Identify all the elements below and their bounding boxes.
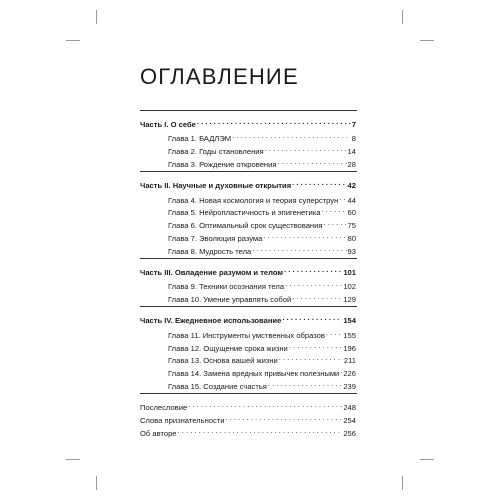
toc-entry-title: Глава 11. Инструменты умственных образов — [168, 330, 325, 340]
toc-part-entry[interactable] — [140, 312, 356, 326]
toc-chapter-entry[interactable] — [168, 130, 356, 144]
crop-mark — [402, 10, 403, 24]
toc-chapter-entry[interactable] — [168, 192, 356, 203]
toc-page-number: 60 — [347, 208, 356, 218]
toc-chapter-entry[interactable] — [168, 204, 356, 218]
toc-page-number: 102 — [343, 282, 356, 292]
toc-entry[interactable] — [140, 412, 356, 423]
toc-page-number: 101 — [343, 268, 356, 277]
toc-page-number: 196 — [343, 343, 356, 353]
dot-leader — [268, 378, 342, 389]
dot-leader — [285, 278, 342, 289]
toc-page-number: 211 — [343, 356, 356, 366]
toc-chapter-entry[interactable] — [168, 230, 356, 244]
dot-leader — [226, 412, 343, 423]
crop-mark — [66, 459, 80, 460]
dot-leader — [326, 327, 342, 338]
toc-entry-title: Послесловие — [140, 403, 188, 413]
dot-leader — [282, 312, 342, 323]
toc-page-number: 254 — [343, 416, 356, 425]
toc-entry-title: Глава 2. Годы становления — [168, 147, 264, 157]
toc-entry-title: Глава 7. Эволюция разума — [168, 234, 263, 244]
toc-entry-title: Глава 3. Рождение откровения — [168, 160, 277, 170]
crop-mark — [96, 10, 97, 24]
toc-chapter-entry[interactable] — [168, 352, 356, 366]
crop-mark — [402, 476, 403, 490]
crop-mark — [420, 459, 434, 460]
dot-leader — [292, 291, 342, 302]
toc-page-number: 28 — [347, 160, 356, 170]
toc-page-number: 129 — [343, 295, 356, 305]
dot-leader — [252, 243, 346, 254]
toc-entry-title: Часть I. О себе — [140, 120, 196, 129]
toc-page-number: 248 — [343, 403, 356, 413]
toc-entry-title: Глава 9. Техники осознания тела — [168, 282, 285, 292]
toc-page-number: 7 — [351, 120, 356, 129]
dot-leader — [263, 230, 346, 241]
toc-chapter-entry[interactable] — [168, 156, 356, 170]
toc-entry-title: Глава 5. Нейропластичность и эпигенетика — [168, 208, 321, 218]
toc-entry-title: Слова признательности — [140, 416, 225, 425]
toc-entry-title: Глава 12. Ощущение срока жизни — [168, 343, 288, 353]
toc-entry-title: Часть IV. Ежедневное использование — [140, 316, 282, 326]
toc-entry-title: Глава 15. Создание счастья — [168, 382, 267, 392]
section-divider — [140, 110, 357, 111]
dot-leader — [340, 365, 342, 376]
dot-leader — [289, 340, 343, 351]
toc-entry-title: Глава 8. Мудрость тела — [168, 247, 252, 257]
crop-mark — [96, 476, 97, 490]
toc-page-number: 239 — [343, 382, 356, 392]
toc-page-number: 75 — [347, 221, 356, 231]
section-divider — [140, 393, 357, 394]
toc-chapter-entry[interactable] — [168, 143, 356, 157]
toc-page-number: 14 — [347, 147, 356, 157]
toc-chapter-entry[interactable] — [168, 378, 356, 392]
dot-leader — [232, 130, 351, 141]
toc-chapter-entry[interactable] — [168, 365, 356, 379]
toc-page-number: 93 — [347, 247, 356, 257]
toc-chapter-entry[interactable] — [168, 340, 356, 351]
toc-chapter-entry[interactable] — [168, 278, 356, 292]
toc-entry-title: Часть II. Научные и духовные открытия — [140, 181, 292, 191]
dot-leader — [178, 425, 343, 436]
toc-chapter-entry[interactable] — [168, 243, 356, 257]
dot-leader — [277, 156, 346, 167]
section-divider — [140, 306, 357, 307]
section-divider — [140, 258, 357, 259]
toc-entry-title: Глава 4. Новая космология и теория суперструн — [168, 195, 339, 205]
dot-leader — [321, 204, 346, 215]
toc-entry-title: Глава 14. Замена вредных привычек полезными — [168, 369, 340, 379]
toc-chapter-entry[interactable] — [168, 291, 356, 305]
toc-page-number: 226 — [343, 369, 356, 379]
page-title: ОГЛАВЛЕНИЕ — [140, 64, 299, 89]
crop-mark — [66, 40, 80, 41]
toc-page-number: 154 — [343, 316, 356, 326]
toc-page-number: 80 — [347, 234, 356, 244]
toc-page-number: 42 — [347, 181, 356, 191]
dot-leader — [339, 192, 346, 203]
dot-leader — [284, 264, 342, 275]
toc-entry-title: Глава 13. Основа вашей жизни — [168, 356, 278, 366]
toc-page-number: 8 — [351, 134, 356, 144]
toc-part-entry[interactable] — [140, 264, 356, 275]
dot-leader — [279, 352, 343, 363]
dot-leader — [265, 143, 347, 154]
toc-chapter-entry[interactable] — [168, 217, 356, 231]
toc-entry-title: Глава 1. БАДЛЭМ — [168, 134, 232, 144]
toc-page-number: 155 — [343, 330, 356, 340]
toc-part-entry[interactable] — [140, 177, 356, 191]
crop-mark — [420, 40, 434, 41]
toc-entry[interactable] — [140, 425, 356, 436]
dot-leader — [188, 399, 342, 410]
toc-chapter-entry[interactable] — [168, 327, 356, 338]
toc-entry-title: Об авторе — [140, 428, 177, 438]
toc-entry-title: Глава 6. Оптимальный срок существования — [168, 221, 323, 231]
dot-leader — [197, 116, 351, 127]
toc-page-number: 256 — [343, 428, 356, 438]
toc-part-entry[interactable] — [140, 116, 356, 127]
toc-entry[interactable] — [140, 399, 356, 413]
dot-leader — [292, 177, 346, 188]
dot-leader — [323, 217, 346, 228]
section-divider — [140, 171, 357, 172]
toc-page-number: 44 — [347, 195, 356, 205]
toc-entry-title: Часть III. Овладение разумом и телом — [140, 268, 284, 277]
toc-entry-title: Глава 10. Умение управлять собой — [168, 295, 292, 305]
